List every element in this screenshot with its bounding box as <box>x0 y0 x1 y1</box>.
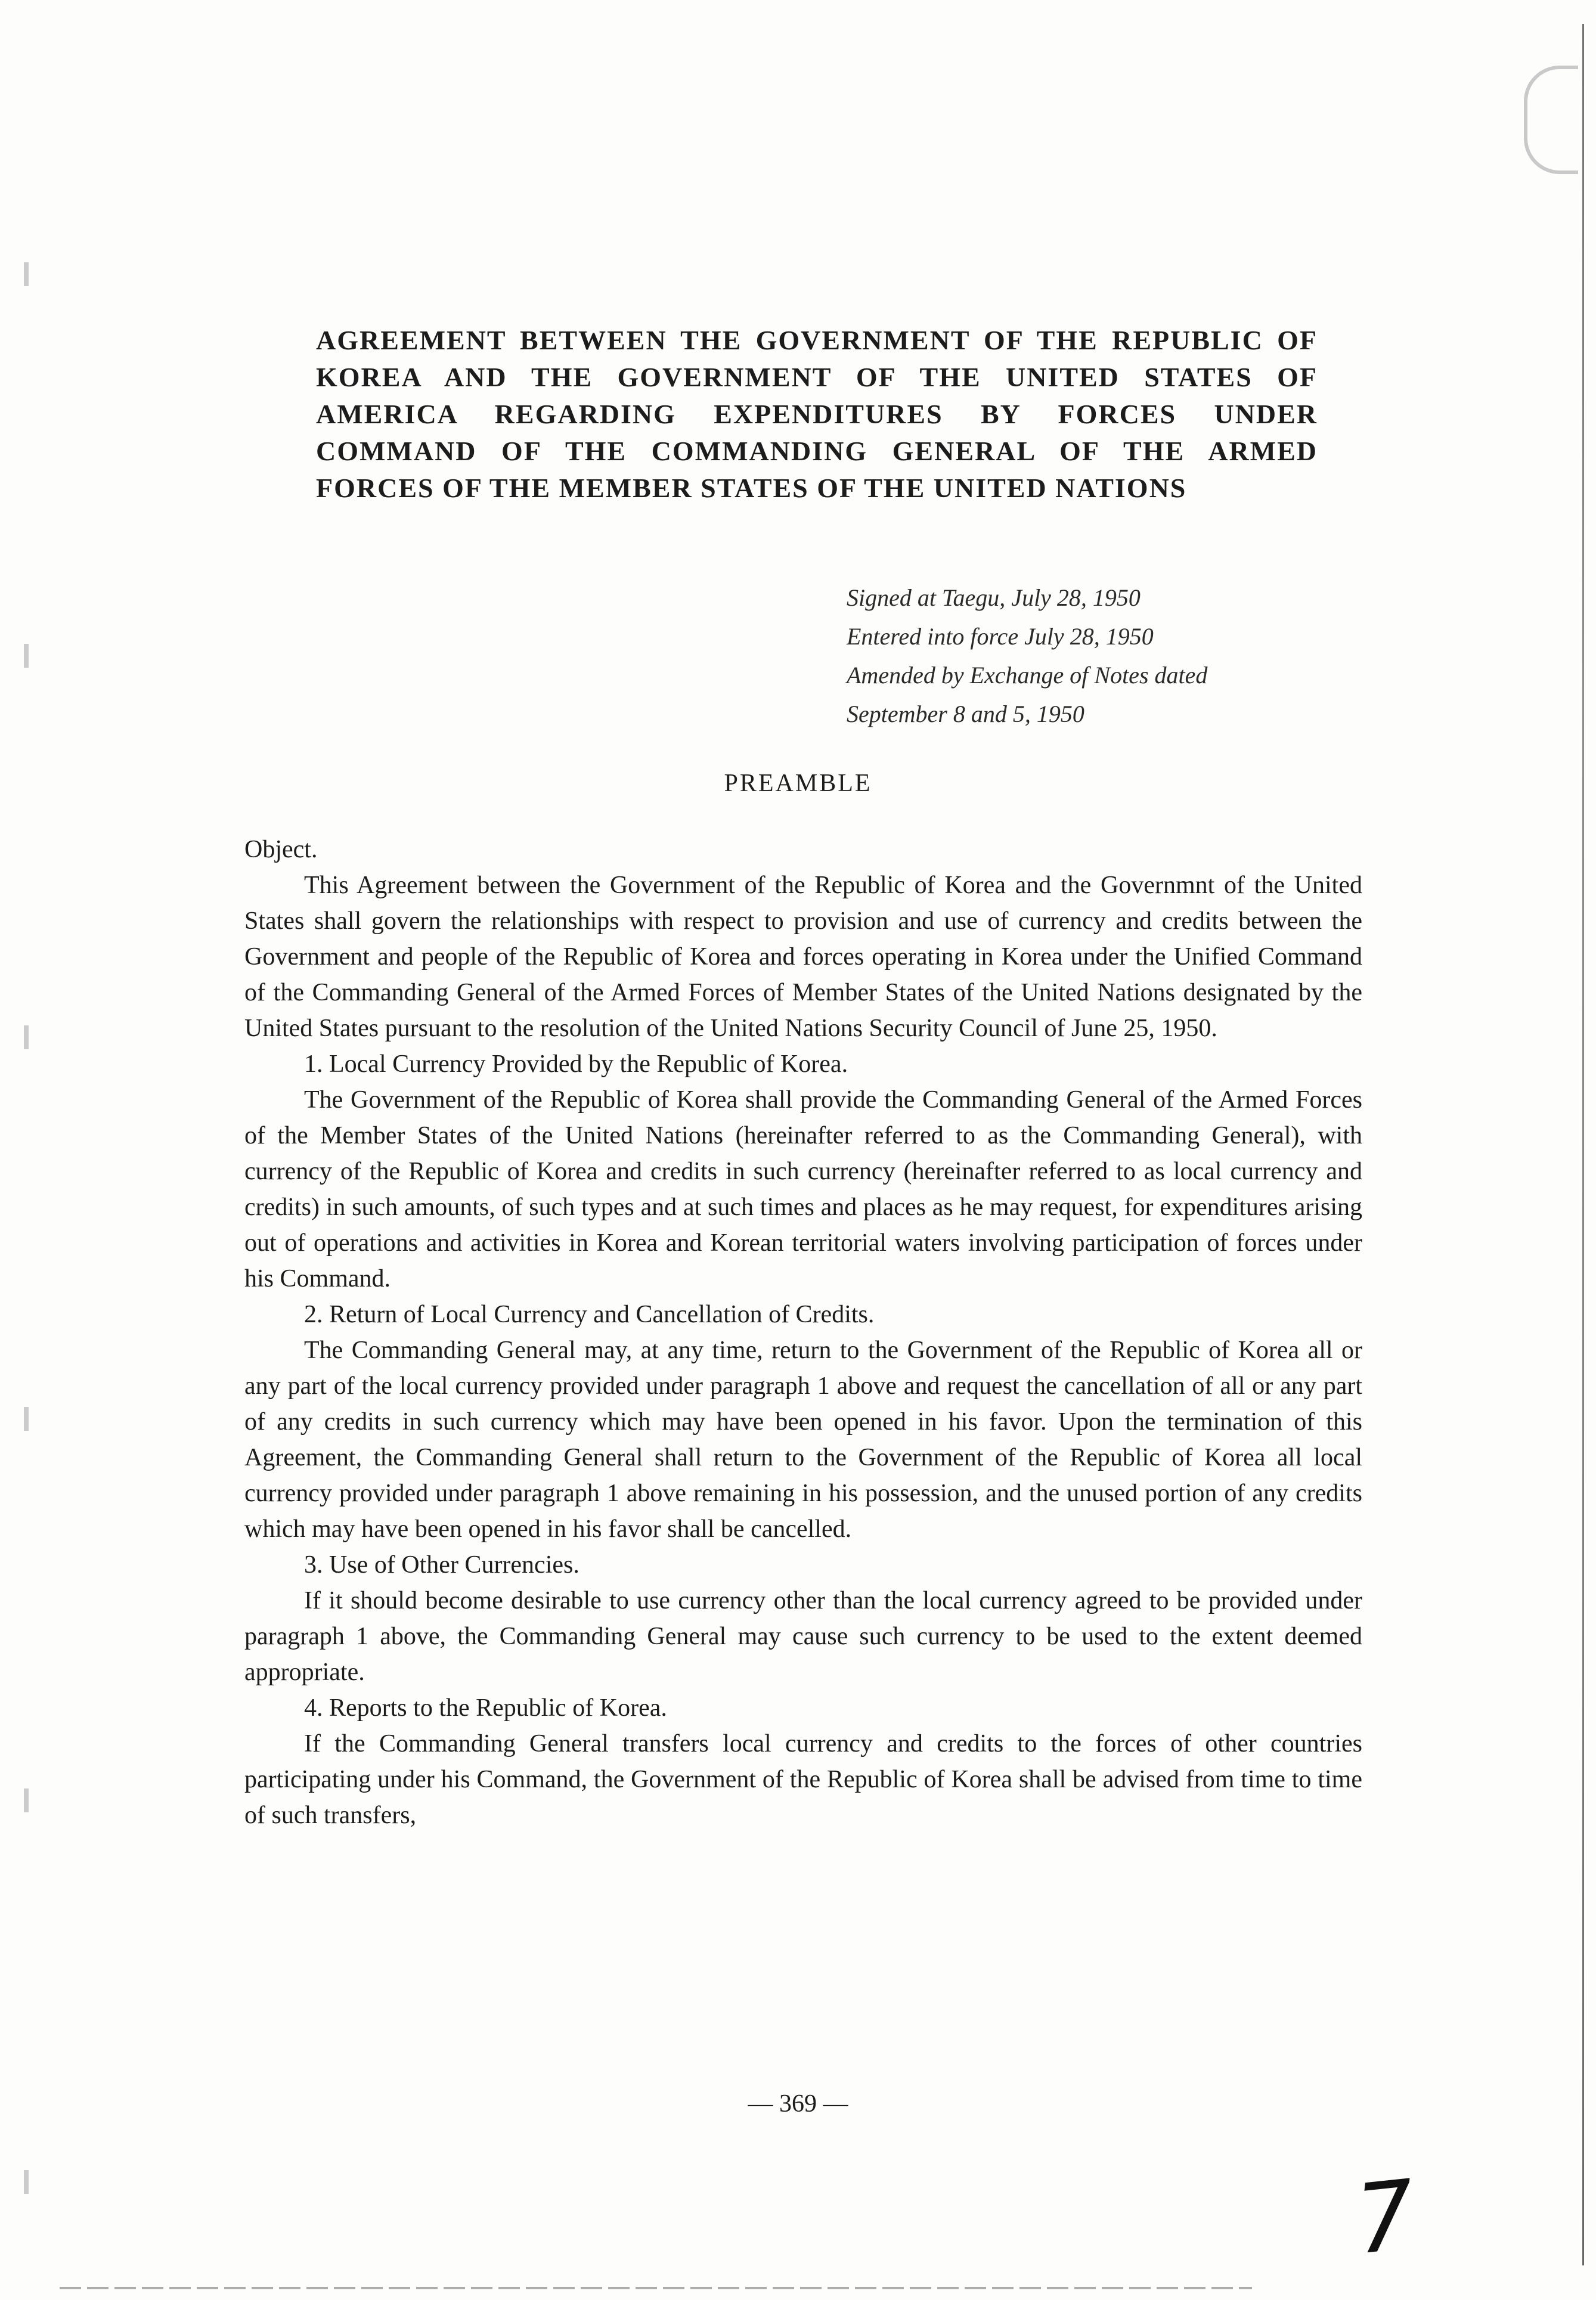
section-1-paragraph: The Government of the Republic of Korea shall provide the Commanding General of the Armed Forces of the Member States of the United Nations (hereinafter referred to as the Commanding General), with currency of the Republic of Korea and credits in such currency (hereinafter referred to as local currency and credits) in such amounts, of such types and at such times and places as he may request, for expenditures arising out of operations and activities in Korea and Korean territorial waters involving participation of forces under his Command. <box>244 1086 1362 1292</box>
handwritten-page-mark: 7 <box>1347 2158 1420 2277</box>
scan-artifact-left <box>24 36 29 2242</box>
scan-edge-right <box>1582 24 1584 2265</box>
page-number: — 369 — <box>748 2090 848 2118</box>
section-3-paragraph: If it should become desirable to use currency other than the local currency agreed to be provided under paragraph 1 above, the Commanding General may cause such currency to be used to the extent deemed appropriate. <box>244 1587 1362 1686</box>
section-2-paragraph: The Commanding General may, at any time, return to the Government of the Republic of Korea all or any part of the local currency provided under paragraph 1 above and request the cancellation of all or any part of any credits in such currency which may have been opened in his favor. Upon the termination of this Agreement, the Commanding General shall return to the Government of the Republic of Korea all local currency provided under paragraph 1 above remaining in his possession, and the unused portion of any credits which may have been opened in his favor shall be cancelled. <box>244 1337 1362 1543</box>
document-body <box>244 832 1362 1833</box>
signature-block <box>847 578 1335 733</box>
scan-corner-mark <box>1524 66 1578 174</box>
entered-into-force-line: Entered into force July 28, 1950 <box>847 623 1154 650</box>
section-3-heading: 3. Use of Other Currencies. <box>304 1551 579 1579</box>
amended-date-line: September 8 and 5, 1950 <box>847 700 1084 727</box>
amended-line: Amended by Exchange of Notes dated <box>847 662 1208 689</box>
signed-line: Signed at Taegu, July 28, 1950 <box>847 584 1141 611</box>
scan-artifact-bottom <box>60 2287 1252 2289</box>
object-label: Object. <box>244 836 318 863</box>
section-1-heading: 1. Local Currency Provided by the Republic of Korea. <box>304 1050 848 1078</box>
section-2-heading: 2. Return of Local Currency and Cancellation of Credits. <box>304 1301 875 1328</box>
document-title: AGREEMENT BETWEEN THE GOVERNMENT OF THE REPUBLIC OF KOREA AND THE GOVERNMENT OF THE UNITED STATES OF AMERICA REGARDING EXPENDITURES BY FORCES UNDER COMMAND OF THE COMMANDING GENERAL OF THE ARMED FORCES OF THE MEMBER STATES OF THE UNITED NATIONS <box>316 325 1318 503</box>
section-4-heading: 4. Reports to the Republic of Korea. <box>304 1694 667 1722</box>
preamble-paragraph: This Agreement between the Government of the Republic of Korea and the Governmnt of the United States shall govern the relationships with respect to provision and use of currency and credits between the Government and people of the Republic of Korea and forces operating in Korea under the Unified Command of the Commanding General of the Armed Forces of Member States of the United Nations designated by the United States pursuant to the resolution of the United Nations Security Council of June 25, 1950. <box>244 872 1362 1042</box>
section-4-paragraph: If the Commanding General transfers local currency and credits to the forces of other countries participating under his Command, the Government of the Republic of Korea shall be advised from time to time of such transfers, <box>244 1730 1362 1829</box>
preamble-heading: PREAMBLE <box>724 770 872 797</box>
